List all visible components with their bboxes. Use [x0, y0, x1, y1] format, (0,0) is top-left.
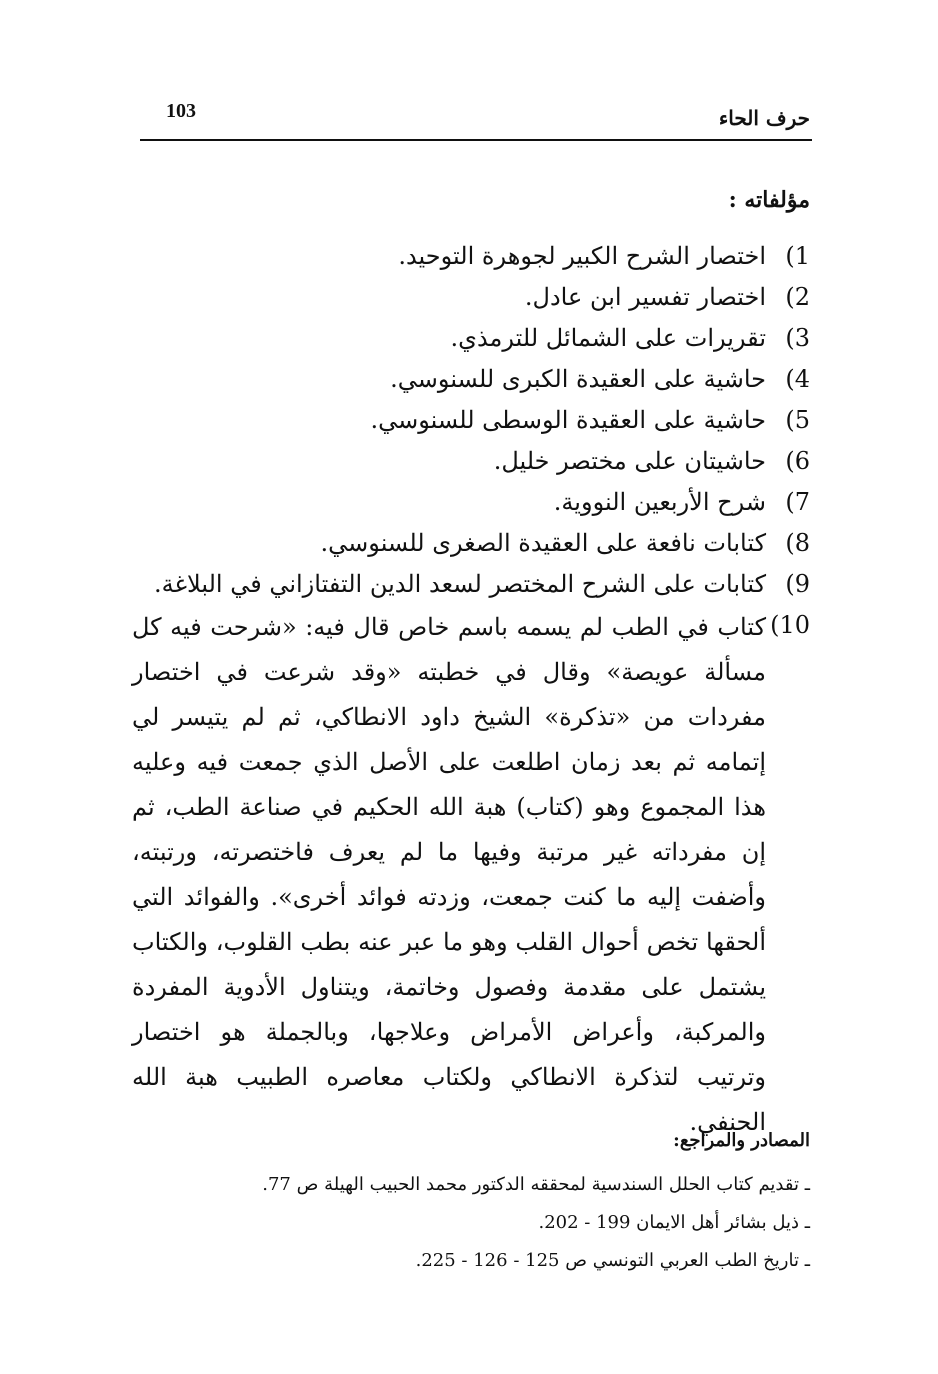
work-number: 8) — [785, 529, 810, 557]
work-title: كتابات نافعة على العقيدة الصغرى للسنوسي. — [320, 529, 766, 557]
work-title: شرح الأربعين النووية. — [553, 488, 766, 516]
work-number: 4) — [785, 365, 810, 393]
work-item-8 — [132, 523, 810, 564]
work-number: 5) — [785, 406, 810, 434]
source-item: ـ ذيل بشائر أهل الايمان 199 - 202. — [538, 1212, 810, 1233]
work-item-4 — [132, 359, 810, 400]
work-title: حاشية على العقيدة الكبرى للسنوسي. — [390, 365, 766, 393]
works-list — [132, 236, 810, 1145]
source-item: ـ تاريخ الطب العربي التونسي ص 125 - 126 - 225. — [415, 1250, 810, 1271]
work-item-7 — [132, 482, 810, 523]
work-title: كتابات على الشرح المختصر لسعد الدين التفتازاني في البلاغة. — [154, 570, 766, 598]
work-title: حاشية على العقيدة الوسطى للسنوسي. — [370, 406, 766, 434]
sources-section — [200, 1124, 810, 1280]
work-title: تقريرات على الشمائل للترمذي. — [450, 324, 766, 352]
works-heading: مؤلفاته : — [728, 187, 810, 213]
work-title: حاشيتان على مختصر خليل. — [493, 447, 766, 475]
work-title: اختصار الشرح الكبير لجوهرة التوحيد. — [398, 242, 766, 270]
work-number: 2) — [785, 283, 810, 311]
work-number: 3) — [785, 324, 810, 352]
work-item-6 — [132, 441, 810, 482]
sources-heading: المصادر والمراجع: — [673, 1130, 810, 1151]
work-item-10 — [132, 605, 810, 1145]
work-number: 1) — [785, 242, 810, 270]
page-header — [140, 96, 812, 136]
work-item-5 — [132, 400, 810, 441]
work-item-1 — [132, 236, 810, 277]
running-title: حرف الحاء — [718, 106, 810, 130]
work-number: 10) — [770, 611, 810, 639]
source-item: ـ تقديم كتاب الحلل السندسية لمحققه الدكتور محمد الحبيب الهيلة ص 77. — [262, 1174, 810, 1195]
works-section — [132, 180, 810, 1145]
work-title: اختصار تفسير ابن عادل. — [524, 283, 766, 311]
page-number: 103 — [166, 100, 196, 122]
work-number: 9) — [785, 570, 810, 598]
work-item-9 — [132, 564, 810, 605]
work-number: 7) — [785, 488, 810, 516]
work-item-3 — [132, 318, 810, 359]
work-description: كتاب في الطب لم يسمه باسم خاص قال فيه: «شرحت فيه كل مسألة عويصة» وقال في خطبته «وقد شرعت في اختصار مفردات من «تذكرة» الشيخ داود الانطاكي، ثم لم يتيسر لي إتمامه ثم بعد زمان اطلعت على الأصل الذي جمعت فيه وعليه هذا المجموع وهو (كتاب) هبة الله الحكيم في صناعة الطب، ثم إن مفرداته غير مرتبة وفيها ما لم يعرف فاختصرته، ورتبته، وأضفت إليه ما كنت جمعت، وزدته فوائد أخرى». والفوائد التي ألحقها تخص أحوال القلب وهو ما عبر عنه بطب القلوب، والكتاب يشتمل على مقدمة وفصول وخاتمة، ويتناول الأدوية المفردة والمركبة، وأعراض الأمراض وعلاجها، وبالجملة هو اختصار وترتيب لتذكرة الانطاكي ولكتاب معاصره الطبيب هبة الله الحنفي. — [132, 613, 767, 1136]
work-number: 6) — [785, 447, 810, 475]
header-rule — [140, 139, 812, 141]
work-item-2 — [132, 277, 810, 318]
sources-list — [200, 1166, 810, 1280]
